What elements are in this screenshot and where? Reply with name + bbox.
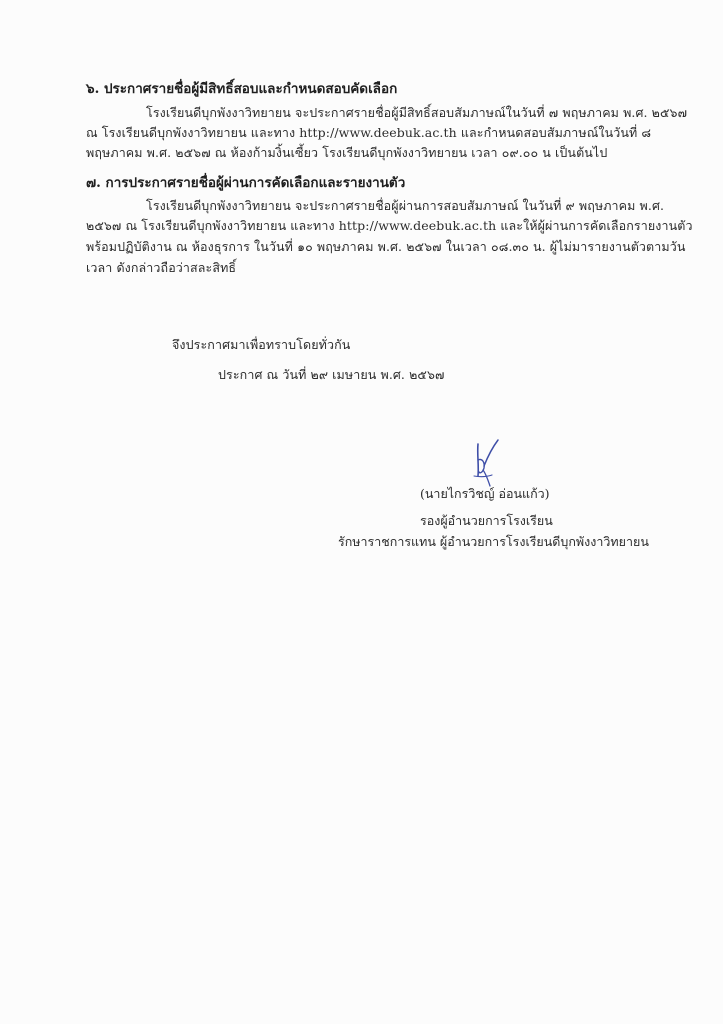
- section-7-line-4: เวลา ดังกล่าวถือว่าสละสิทธิ์: [86, 260, 237, 275]
- signatory-position: รองผู้อำนวยการโรงเรียน: [420, 513, 553, 528]
- section-7-heading: ๗. การประกาศรายชื่อผู้ผ่านการคัดเลือกและรายงานตัว: [86, 175, 406, 191]
- closing-announcement: จึงประกาศมาเพื่อทราบโดยทั่วกัน: [172, 337, 351, 352]
- section-7-line-1: โรงเรียนดีบุกพังงาวิทยายน จะประกาศรายชื่อผู้ผ่านการสอบสัมภาษณ์ ในวันที่ ๙ พฤษภาคม พ.ศ.: [146, 198, 665, 213]
- section-6-heading: ๖. ประกาศรายชื่อผู้มีสิทธิ์สอบและกำหนดสอบคัดเลือก: [86, 81, 398, 97]
- signatory-acting-title: รักษาราชการแทน ผู้อำนวยการโรงเรียนดีบุกพังงาวิทยายน: [338, 534, 649, 549]
- section-7-line-2: ๒๕๖๗ ณ โรงเรียนดีบุกพังงาวิทยายน และทาง http://www.deebuk.ac.th และให้ผู้ผ่านการคัดเลือกรายงานตัว: [86, 218, 693, 233]
- section-6-line-1: โรงเรียนดีบุกพังงาวิทยายน จะประกาศรายชื่อผู้มีสิทธิ์สอบสัมภาษณ์ในวันที่ ๗ พฤษภาคม พ.ศ. ๒๕๖๗: [146, 105, 688, 120]
- signatory-name: (นายไกรวิชญ์ อ่อนแก้ว): [420, 486, 550, 501]
- announcement-date: ประกาศ ณ วันที่ ๒๙ เมษายน พ.ศ. ๒๕๖๗: [218, 367, 445, 382]
- section-6-line-2: ณ โรงเรียนดีบุกพังงาวิทยายน และทาง http://www.deebuk.ac.th และกำหนดสอบสัมภาษณ์ในวันที่ ๘: [86, 125, 652, 140]
- section-6-line-3: พฤษภาคม พ.ศ. ๒๕๖๗ ณ ห้องก้ามงิ้นเซี้ยว โรงเรียนดีบุกพังงาวิทยายน เวลา ๐๙.๐๐ น เป็นต้นไป: [86, 145, 608, 160]
- handwritten-signature: [470, 436, 506, 488]
- section-7-line-3: พร้อมปฏิบัติงาน ณ ห้องธุรการ ในวันที่ ๑๐ พฤษภาคม พ.ศ. ๒๕๖๗ ในเวลา ๐๘.๓๐ น. ผู้ไม่มารายงานตัวตามวัน: [86, 239, 686, 254]
